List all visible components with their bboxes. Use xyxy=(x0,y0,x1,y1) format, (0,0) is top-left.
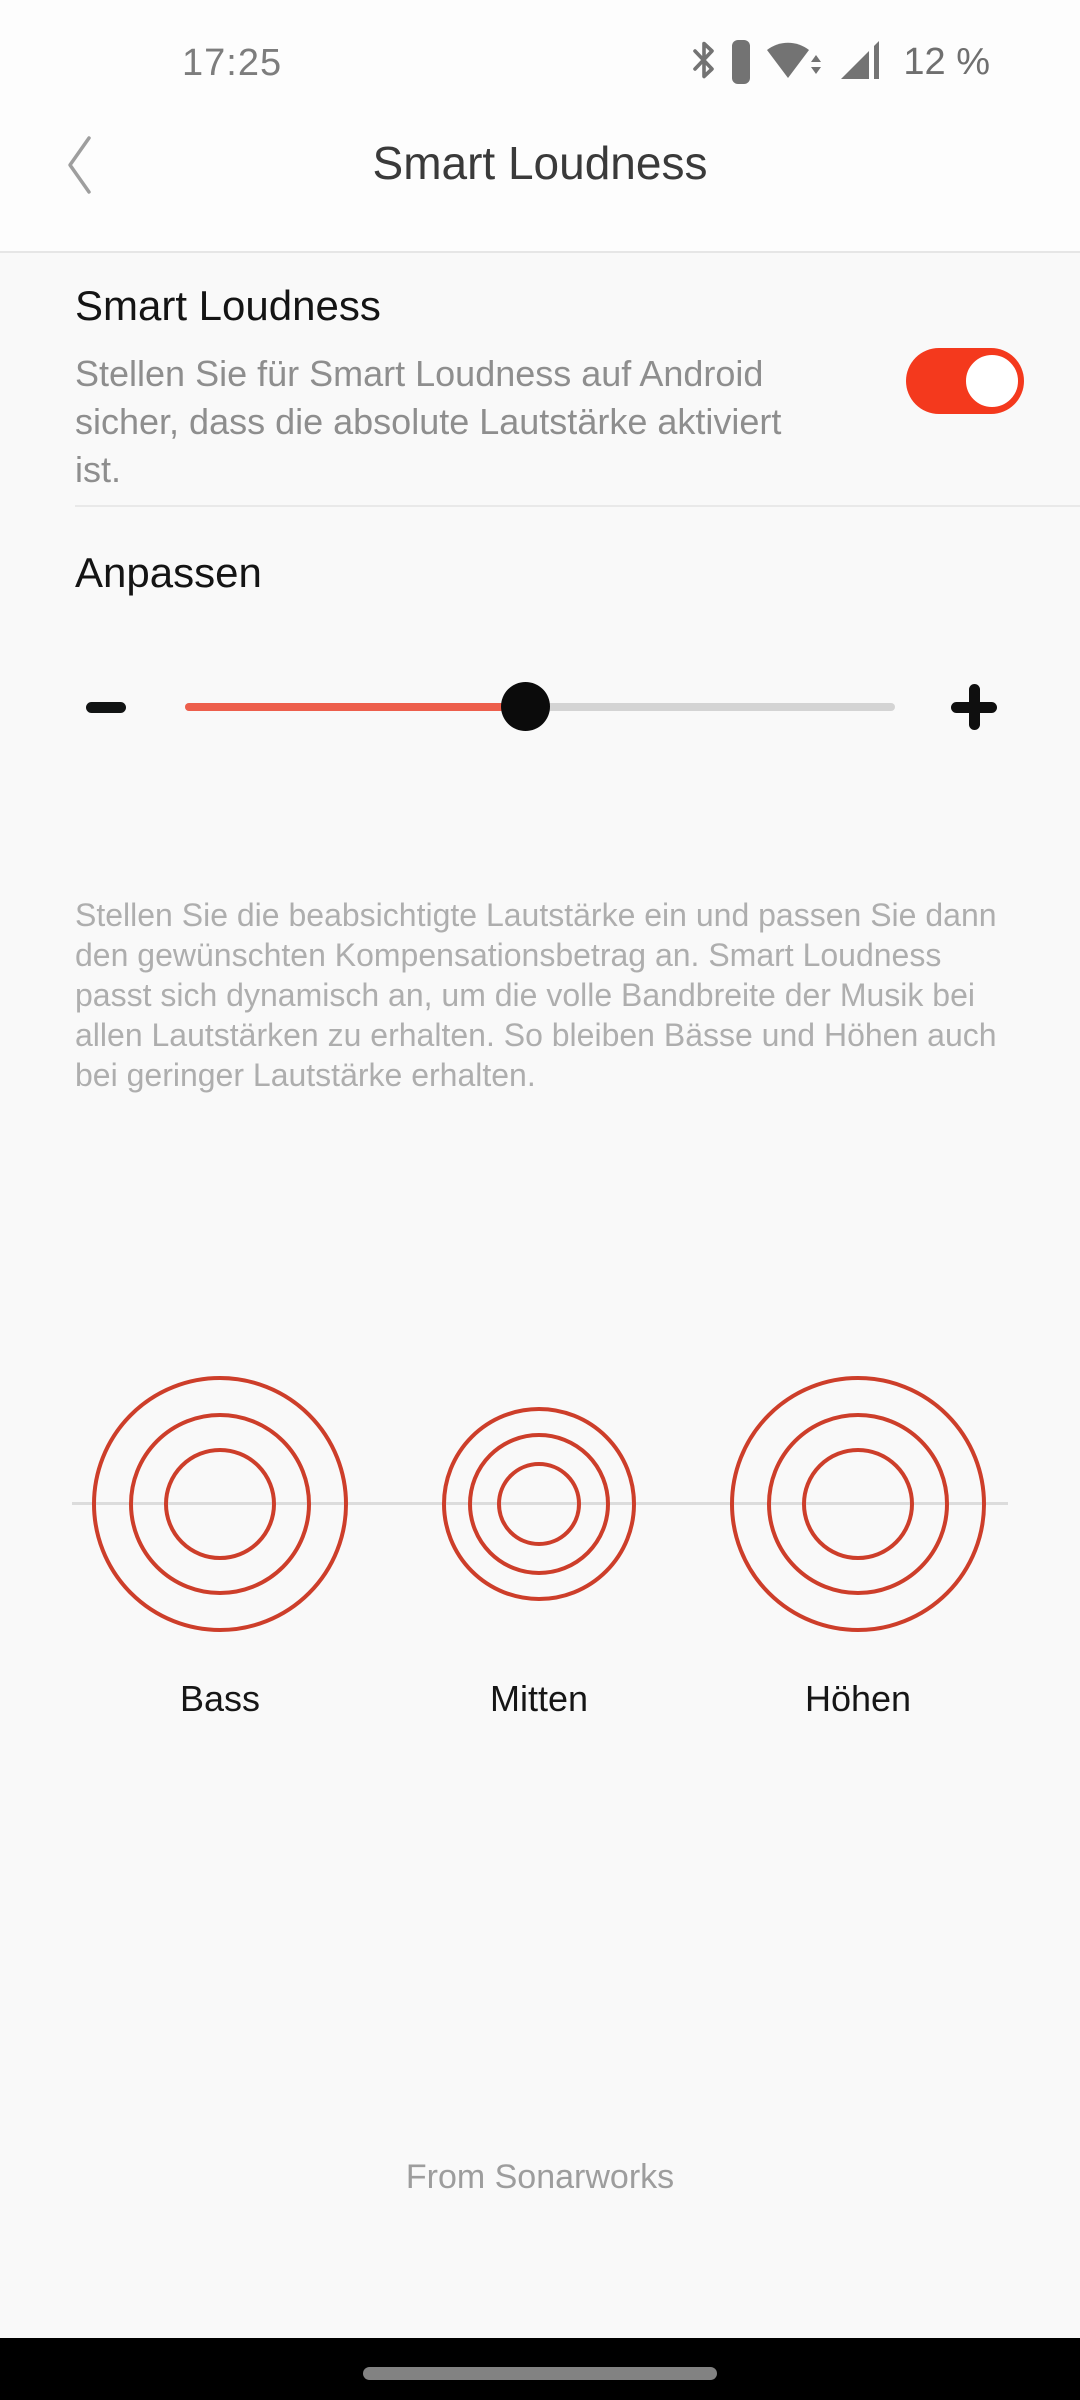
info-line: bei geringer Lautstärke erhalten. xyxy=(75,1057,536,1093)
description-line: Stellen Sie für Smart Loudness auf Android xyxy=(75,353,764,394)
navigation-bar xyxy=(0,2338,1080,2400)
attribution-label: From Sonarworks xyxy=(405,2158,675,2196)
toggle-thumb xyxy=(962,351,1022,411)
smart-loudness-toggle[interactable] xyxy=(906,348,1024,414)
status-icons xyxy=(691,34,990,90)
info-line: den gewünschten Kompensationsbetrag an. Smart Loudness xyxy=(75,937,942,973)
bass-rings-inner xyxy=(164,1448,276,1560)
home-indicator[interactable] xyxy=(363,2367,717,2380)
slider-fill xyxy=(185,703,526,711)
info-line: allen Lautstärken zu erhalten. So bleiben Bässe und Höhen auch xyxy=(75,1017,997,1053)
wifi-icon xyxy=(765,37,823,88)
top-region xyxy=(0,0,1080,253)
adjust-section-title: Anpassen xyxy=(75,549,262,596)
decrease-button[interactable] xyxy=(84,678,128,736)
mitten-label: Mitten xyxy=(489,1678,589,1719)
info-line: passt sich dynamisch an, um die volle Bandbreite der Musik bei xyxy=(75,977,975,1013)
bluetooth-icon xyxy=(691,37,717,88)
increase-button[interactable] xyxy=(950,683,998,731)
info-line: Stellen Sie die beabsichtigte Lautstärke ein und passen Sie dann xyxy=(75,897,997,933)
section-divider xyxy=(75,505,1080,507)
info-paragraph xyxy=(75,895,997,1095)
status-clock: 17:25 xyxy=(182,42,283,84)
hoehen-rings-inner xyxy=(802,1448,914,1560)
battery-percent-label: 12 % xyxy=(903,40,990,83)
slider-thumb[interactable] xyxy=(501,682,550,731)
minus-icon xyxy=(86,702,126,713)
smart-loudness-section-title: Smart Loudness xyxy=(75,282,381,329)
description-line: sicher, dass die absolute Lautstärke aktiviert xyxy=(75,401,782,442)
hoehen-label: Höhen xyxy=(804,1678,912,1719)
page-title: Smart Loudness xyxy=(372,137,708,189)
smart-loudness-description xyxy=(75,350,781,494)
mitten-rings-inner xyxy=(497,1462,581,1546)
bass-label: Bass xyxy=(179,1678,261,1719)
description-line: ist. xyxy=(75,449,122,490)
cellular-signal-icon xyxy=(838,38,882,87)
loudness-slider[interactable] xyxy=(185,703,895,711)
device-battery-icon xyxy=(732,40,750,84)
